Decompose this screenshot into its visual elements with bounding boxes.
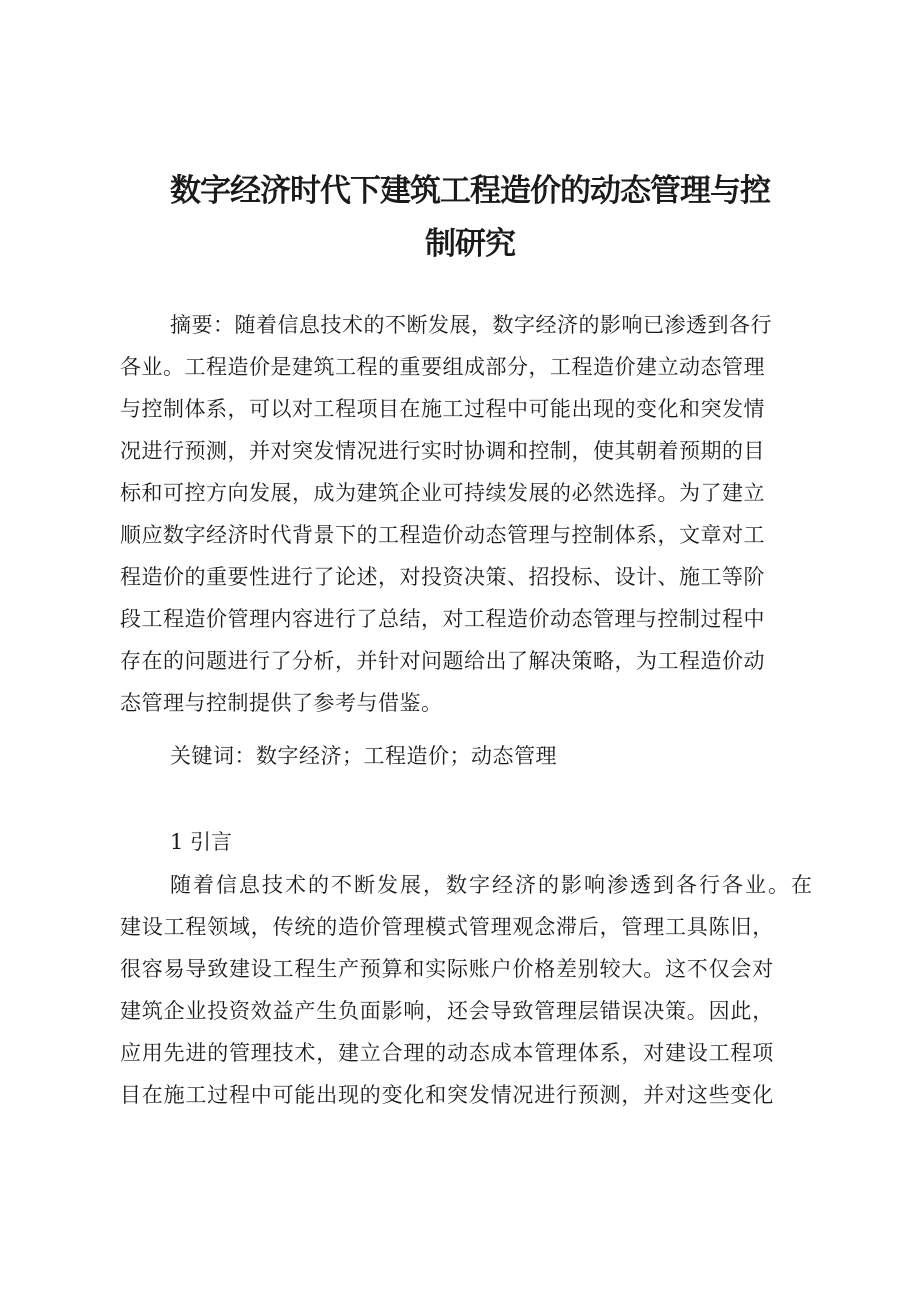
abstract-line: 摘要：随着信息技术的不断发展，数字经济的影响已渗透到各行 [170, 313, 772, 337]
abstract-line: 与控制体系，可以对工程项目在施工过程中可能出现的变化和突发情 [120, 397, 765, 421]
document-title-line-2: 制研究 [425, 226, 515, 262]
body-line: 建筑企业投资效益产生负面影响，还会导致管理层错误决策。因此， [120, 999, 774, 1023]
abstract-line: 况进行预测，并对突发情况进行实时协调和控制，使其朝着预期的目 [120, 439, 765, 463]
keywords: 关键词：数字经济；工程造价；动态管理 [170, 744, 557, 768]
body-line: 目在施工过程中可能出现的变化和突发情况进行预测，并对这些变化 [120, 1083, 774, 1107]
abstract-line: 标和可控方向发展，成为建筑企业可持续发展的必然选择。为了建立 [120, 481, 765, 505]
section-heading: 1 引言 [170, 830, 233, 854]
abstract-line: 程造价的重要性进行了论述，对投资决策、招投标、设计、施工等阶 [120, 565, 765, 589]
abstract-line: 段工程造价管理内容进行了总结，对工程造价动态管理与控制过程中 [120, 607, 765, 631]
abstract-line: 各业。工程造价是建筑工程的重要组成部分，工程造价建立动态管理 [120, 355, 765, 379]
body-line: 应用先进的管理技术，建立合理的动态成本管理体系，对建设工程项 [120, 1041, 774, 1065]
abstract-line: 顺应数字经济时代背景下的工程造价动态管理与控制体系，文章对工 [120, 523, 765, 547]
document-title-line-1: 数字经济时代下建筑工程造价的动态管理与控 [170, 173, 770, 209]
body-line: 建设工程领域，传统的造价管理模式管理观念滞后，管理工具陈旧， [120, 915, 774, 939]
abstract-line: 态管理与控制提供了参考与借鉴。 [120, 691, 443, 715]
body-line: 很容易导致建设工程生产预算和实际账户价格差别较大。这不仅会对 [120, 957, 774, 981]
abstract-line: 存在的问题进行了分析，并针对问题给出了解决策略，为工程造价动 [120, 649, 765, 673]
body-line: 随着信息技术的不断发展，数字经济的影响渗透到各行各业。在 [170, 873, 814, 897]
